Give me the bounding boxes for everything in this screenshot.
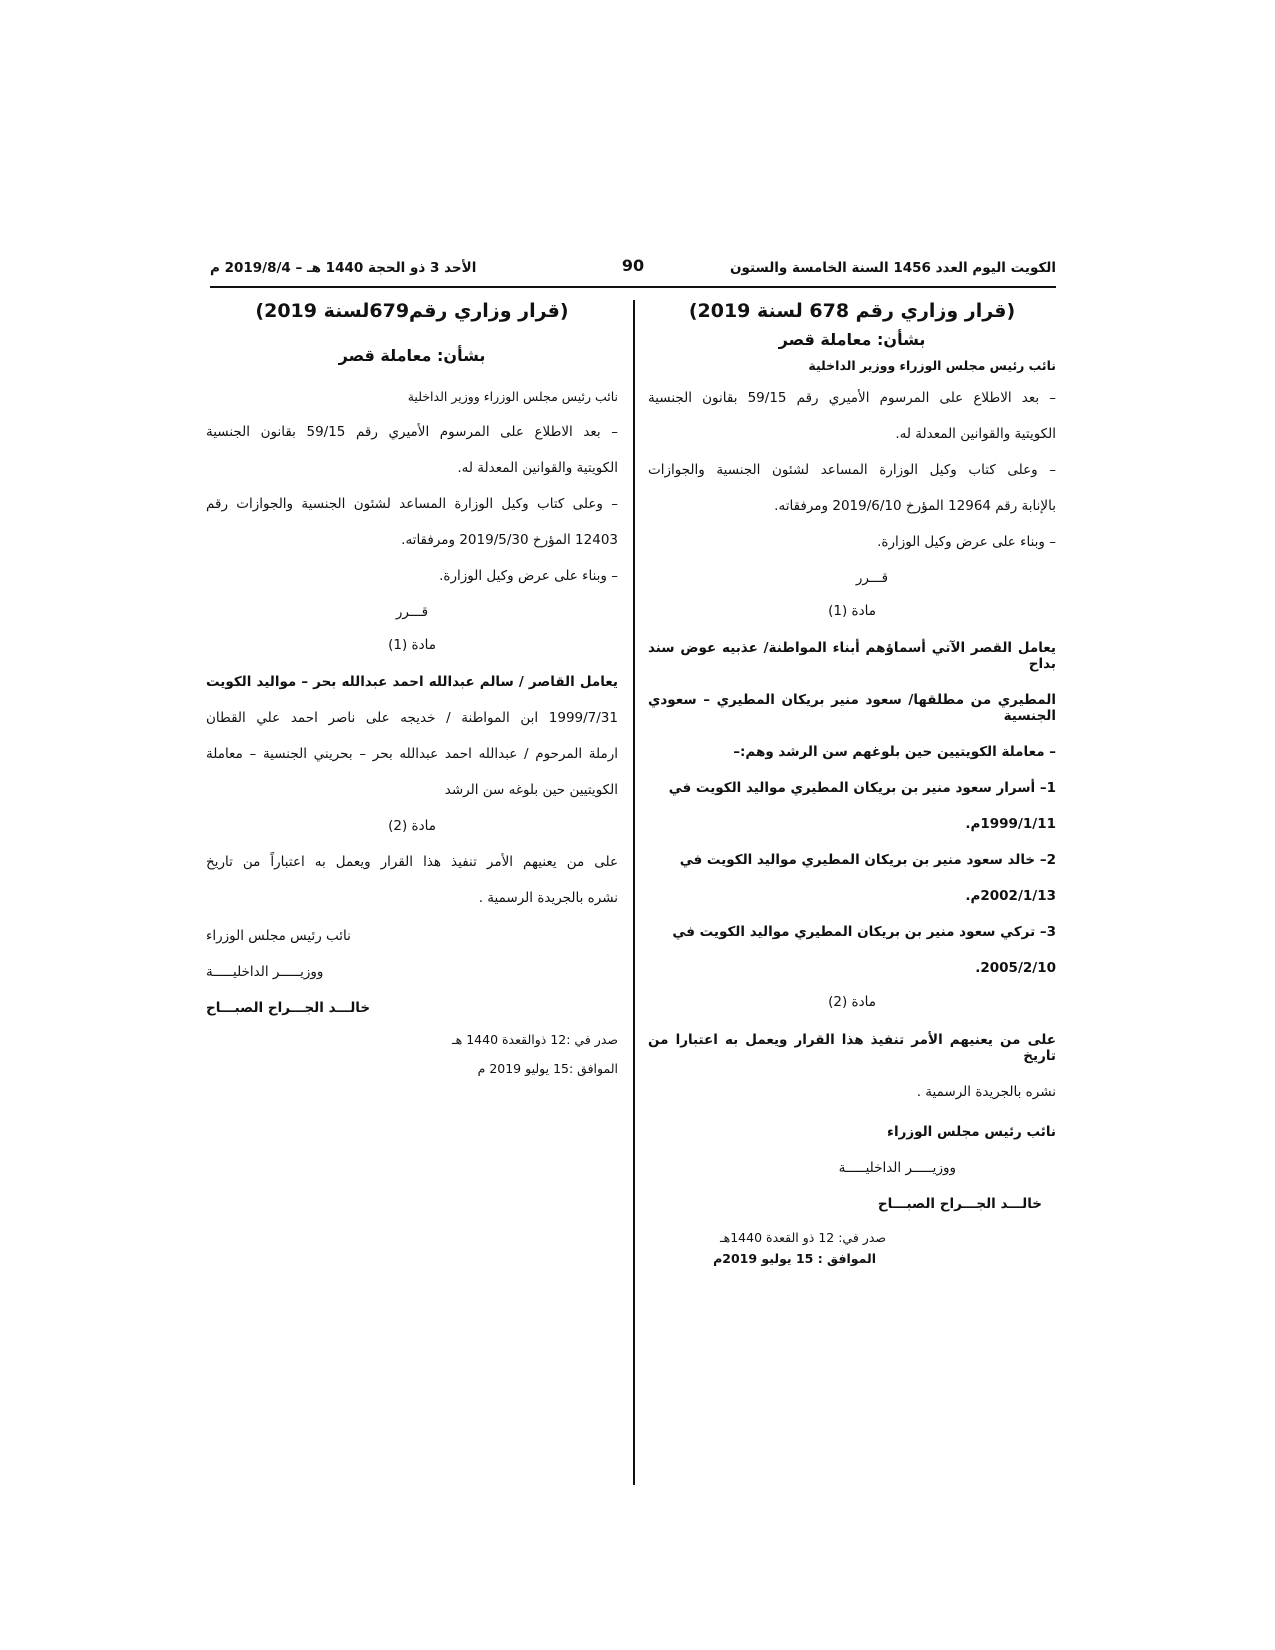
article-2-heading: مادة (2) — [388, 818, 436, 834]
article-text-line: يعامل القاصر / سالم عبدالله احمد عبدالله بحر – مواليد الكويت — [206, 674, 618, 690]
article-text-line: – معاملة الكويتيين حين بلوغهم سن الرشد وهم:– — [733, 744, 1056, 760]
page-header — [210, 256, 1056, 288]
preamble-line: – بعد الاطلاع على المرسوم الأميري رقم 59/15 بقانون الجنسية — [206, 424, 619, 440]
decided-heading: قـــرر — [855, 570, 889, 586]
article-text-line: على من يعنيهم الأمر تنفيذ هذا القرار ويعمل به اعتبارا من تاريخ — [648, 1032, 1056, 1064]
signatory-name: خالـــد الجـــراح الصبـــاح — [877, 1196, 1042, 1212]
signature-title: نائب رئيس مجلس الوزراء — [206, 928, 351, 944]
list-item: 3– تركي سعود منير بن بريكان المطيري مواليد الكويت في — [672, 924, 1056, 940]
preamble-line: – وعلى كتاب وكيل الوزارة المساعد لشئون الجنسية والجوازات — [648, 462, 1056, 478]
preamble-line: – وبناء على عرض وكيل الوزارة. — [439, 568, 618, 584]
decision-subject: بشأن: معاملة قصر — [338, 346, 486, 365]
article-text-line: المطيري من مطلقها/ سعود منير بريكان المطيري – سعودي الجنسية — [648, 692, 1056, 724]
preamble-line: بالإنابة رقم 12964 المؤرخ 2019/6/10 ومرفقاته. — [774, 498, 1056, 514]
gregorian-date: الموافق : 15 يوليو 2019م — [713, 1251, 876, 1266]
issuer: نائب رئيس مجلس الوزراء ووزير الداخلية — [808, 358, 1056, 373]
issue-date: الأحد 3 ذو الحجة 1440 هـ – 2019/8/4 م — [210, 260, 477, 276]
decision-678 — [648, 300, 1056, 1266]
article-text-line: ارملة المرحوم / عبدالله احمد عبدالله بحر – بحريني الجنسية – معاملة — [206, 746, 618, 762]
preamble-line: الكويتية والقوانين المعدلة له. — [895, 426, 1056, 442]
signature-title: نائب رئيس مجلس الوزراء — [887, 1124, 1056, 1140]
signatory-name: خالـــد الجـــراح الصبـــاح — [206, 1000, 371, 1016]
gazette-issue-info: الكويت اليوم العدد 1456 السنة الخامسة والستون — [729, 260, 1056, 276]
preamble-line: – بعد الاطلاع على المرسوم الأميري رقم 59/15 بقانون الجنسية — [648, 390, 1057, 406]
column-divider — [633, 300, 635, 1485]
preamble-line: – وعلى كتاب وكيل الوزارة المساعد لشئون الجنسية والجوازات رقم — [206, 496, 618, 512]
decision-subject: بشأن: معاملة قصر — [778, 330, 926, 349]
list-item: 1– أسرار سعود منير بن بريكان المطيري مواليد الكويت في — [668, 780, 1056, 796]
issued-date: صدر في: 12 ذو القعدة 1440هـ — [719, 1230, 886, 1245]
article-text-line: يعامل القصر الآتي أسماؤهم أبناء المواطنة/ عذبيه عوض سند بداح — [648, 640, 1056, 672]
preamble-line: 12403 المؤرخ 2019/5/30 ومرفقاته. — [401, 532, 618, 548]
article-1-heading: مادة (1) — [388, 637, 436, 653]
article-text-line: نشره بالجريدة الرسمية . — [478, 890, 618, 906]
list-item-date: 1999/1/11م. — [965, 816, 1056, 832]
decided-heading: قـــرر — [395, 604, 429, 620]
article-text-line: نشره بالجريدة الرسمية . — [916, 1084, 1056, 1100]
preamble-line: – وبناء على عرض وكيل الوزارة. — [877, 534, 1056, 550]
list-item-date: 2002/1/13م. — [965, 888, 1056, 904]
article-2-heading: مادة (2) — [828, 994, 876, 1010]
article-text-line: 1999/7/31 ابن المواطنة / خديجه على ناصر احمد علي القطان — [206, 710, 618, 726]
decision-title: (قرار وزاري رقم 678 لسنة 2019) — [688, 300, 1016, 322]
article-text-line: الكويتيين حين بلوغه سن الرشد — [444, 782, 618, 798]
article-1-heading: مادة (1) — [828, 603, 876, 619]
page-number: 90 — [621, 256, 645, 275]
signature-title: ووزيـــــر الداخليـــــة — [838, 1160, 956, 1176]
gregorian-date: الموافق :15 يوليو 2019 م — [477, 1061, 618, 1076]
list-item-date: 2005/2/10. — [975, 960, 1056, 976]
issuer: نائب رئيس مجلس الوزراء ووزير الداخلية — [407, 389, 618, 404]
preamble-line: الكويتية والقوانين المعدلة له. — [457, 460, 618, 476]
decision-title: (قرار وزاري رقم679لسنة 2019) — [255, 300, 569, 322]
article-text-line: على من يعنيهم الأمر تنفيذ هذا القرار ويعمل به اعتباراً من تاريخ — [206, 854, 618, 870]
issued-date: صدر في :12 ذوالقعدة 1440 هـ — [451, 1032, 618, 1047]
signature-title: ووزيـــــر الداخليـــــة — [206, 964, 324, 980]
list-item: 2– خالد سعود منير بن بريكان المطيري مواليد الكويت في — [679, 852, 1056, 868]
decision-679 — [206, 300, 618, 1076]
